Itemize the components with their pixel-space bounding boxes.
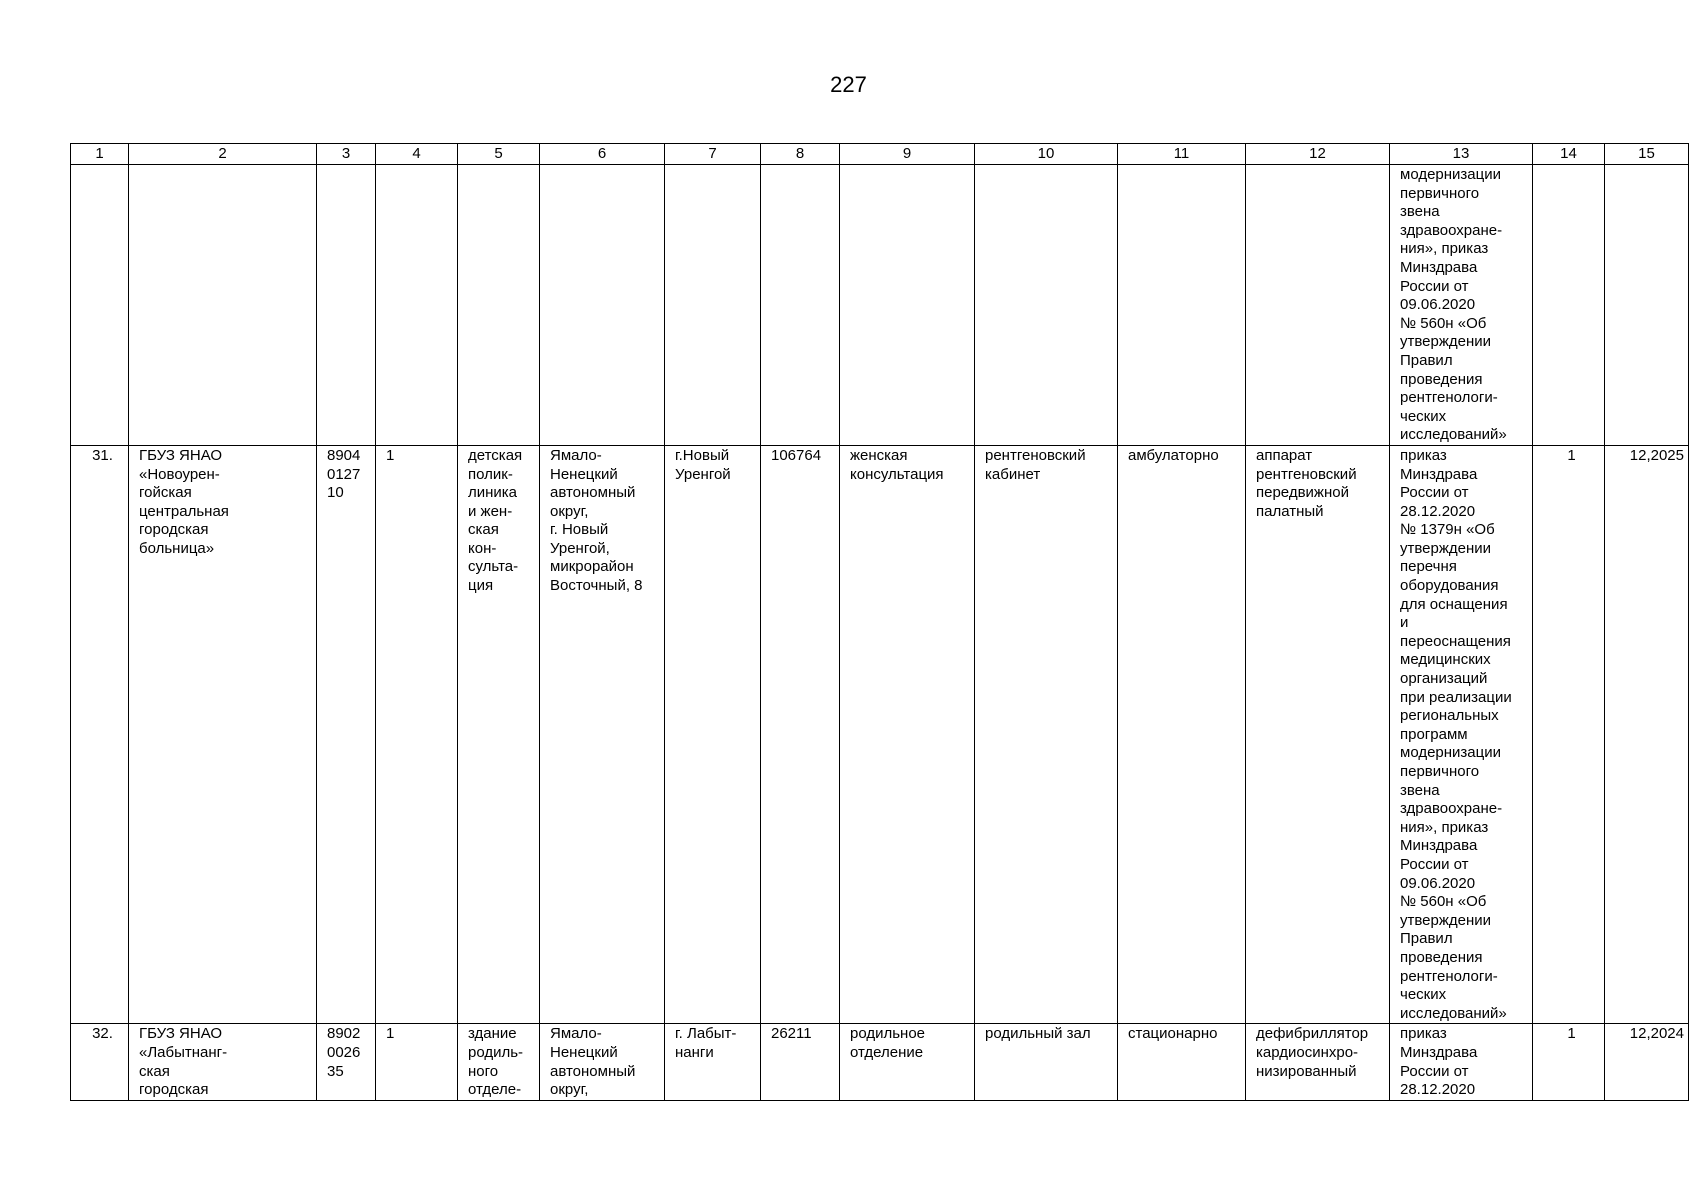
department-cell: женская консультация bbox=[840, 445, 975, 1023]
count-cell: 1 bbox=[376, 1024, 458, 1100]
column-number: 14 bbox=[1533, 144, 1605, 165]
inn-cell: 8904 0127 10 bbox=[317, 445, 376, 1023]
table-cell bbox=[458, 165, 540, 446]
table-cell bbox=[1605, 165, 1689, 446]
legal-basis-cell: приказ Минздрава России от 28.12.2020 bbox=[1390, 1024, 1533, 1100]
quantity-cell: 1 bbox=[1533, 445, 1605, 1023]
table-cell bbox=[665, 165, 761, 446]
data-table bbox=[70, 143, 1689, 1101]
column-number: 4 bbox=[376, 144, 458, 165]
column-number: 2 bbox=[129, 144, 317, 165]
column-number: 10 bbox=[975, 144, 1118, 165]
room-cell: рентгеновский кабинет bbox=[975, 445, 1118, 1023]
care-type-cell: стационарно bbox=[1118, 1024, 1246, 1100]
department-cell: родильное отделение bbox=[840, 1024, 975, 1100]
organization-cell: ГБУЗ ЯНАО «Лабытнанг- ская городская bbox=[129, 1024, 317, 1100]
table-cell bbox=[975, 165, 1118, 446]
legal-basis-cell: приказ Минздрава России от 28.12.2020 № 1379н «Об утверждении перечня оборудования для оснащения и переоснащения медицинских организаций при реализации региональных программ модернизации первичного звена здравоохране- ния», приказ Минздрава России от 09.06.2020 № 560н «Об утверждении Правил проведения рентгенологи- ческих исследований» bbox=[1390, 445, 1533, 1023]
building-cell: детская полик- линика и жен- ская кон- сульта- ция bbox=[458, 445, 540, 1023]
deadline-cell: 12,2025 bbox=[1605, 445, 1689, 1023]
city-cell: г. Лабыт- нанги bbox=[665, 1024, 761, 1100]
equipment-cell: аппарат рентгеновский передвижной палатный bbox=[1246, 445, 1390, 1023]
table-cell bbox=[129, 165, 317, 446]
room-cell: родильный зал bbox=[975, 1024, 1118, 1100]
table-cell bbox=[1118, 165, 1246, 446]
table-cell bbox=[1533, 165, 1605, 446]
table-row-continuation bbox=[71, 165, 1689, 446]
column-number: 7 bbox=[665, 144, 761, 165]
count-cell: 1 bbox=[376, 445, 458, 1023]
column-number: 8 bbox=[761, 144, 840, 165]
row-number-cell: 31. bbox=[71, 445, 129, 1023]
city-cell: г.Новый Уренгой bbox=[665, 445, 761, 1023]
table-cell bbox=[540, 165, 665, 446]
quantity-cell: 1 bbox=[1533, 1024, 1605, 1100]
deadline-cell: 12,2024 bbox=[1605, 1024, 1689, 1100]
equipment-cell: дефибриллятор кардиосинхро- низированный bbox=[1246, 1024, 1390, 1100]
table-cell bbox=[317, 165, 376, 446]
column-number: 13 bbox=[1390, 144, 1533, 165]
column-number: 1 bbox=[71, 144, 129, 165]
column-number: 15 bbox=[1605, 144, 1689, 165]
column-number: 6 bbox=[540, 144, 665, 165]
population-cell: 26211 bbox=[761, 1024, 840, 1100]
column-number: 5 bbox=[458, 144, 540, 165]
table-row bbox=[71, 1024, 1689, 1100]
address-cell: Ямало- Ненецкий автономный округ, г. Новый Уренгой, микрорайон Восточный, 8 bbox=[540, 445, 665, 1023]
column-number: 12 bbox=[1246, 144, 1390, 165]
column-number-row bbox=[71, 144, 1689, 165]
table-row bbox=[71, 445, 1689, 1023]
building-cell: здание родиль- ного отделе- bbox=[458, 1024, 540, 1100]
care-type-cell: амбулаторно bbox=[1118, 445, 1246, 1023]
inn-cell: 8902 0026 35 bbox=[317, 1024, 376, 1100]
population-cell: 106764 bbox=[761, 445, 840, 1023]
table-cell bbox=[840, 165, 975, 446]
table-cell bbox=[1246, 165, 1390, 446]
address-cell: Ямало- Ненецкий автономный округ, bbox=[540, 1024, 665, 1100]
column-number: 11 bbox=[1118, 144, 1246, 165]
column-number: 3 bbox=[317, 144, 376, 165]
column-number: 9 bbox=[840, 144, 975, 165]
row-number-cell: 32. bbox=[71, 1024, 129, 1100]
table-cell bbox=[376, 165, 458, 446]
page-number: 227 bbox=[830, 72, 867, 97]
organization-cell: ГБУЗ ЯНАО «Новоурен- гойская центральная городская больница» bbox=[129, 445, 317, 1023]
table-cell bbox=[761, 165, 840, 446]
table-cell bbox=[71, 165, 129, 446]
legal-basis-cell: модернизации первичного звена здравоохране- ния», приказ Минздрава России от 09.06.2020 № 560н «Об утверждении Правил проведения рентгенологи- ческих исследований» bbox=[1390, 165, 1533, 446]
